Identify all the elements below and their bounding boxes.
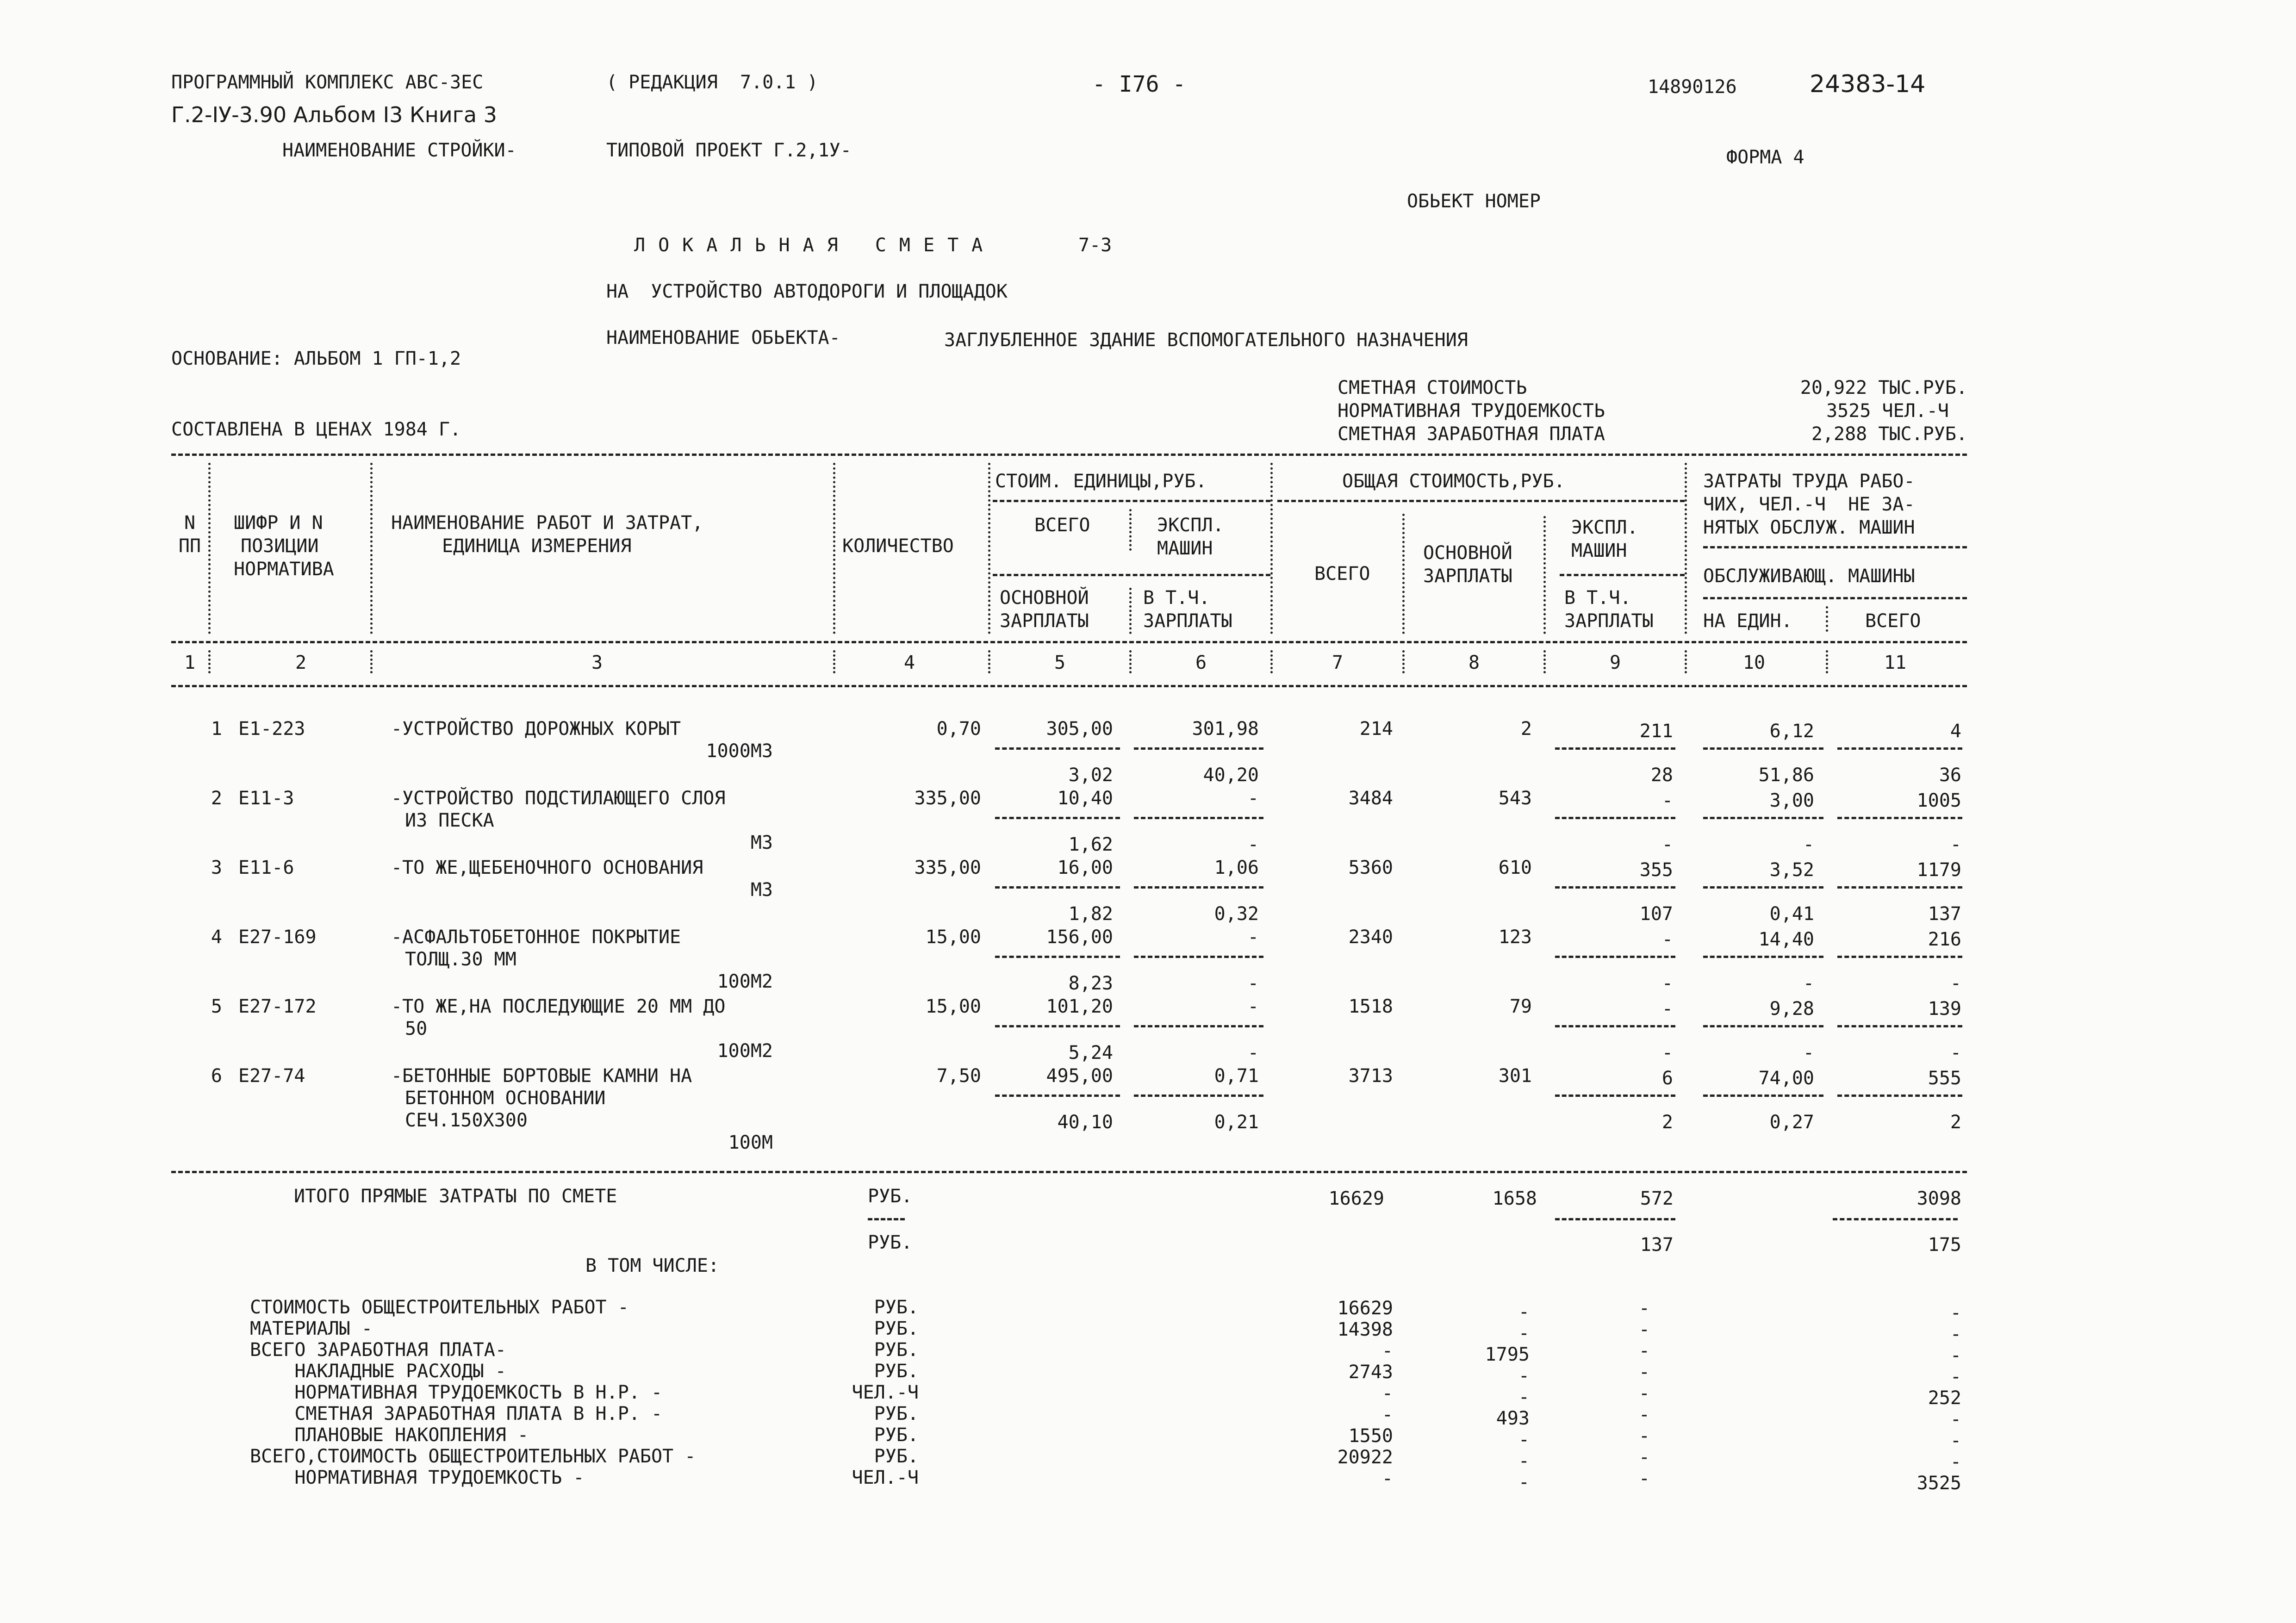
header-separator xyxy=(988,463,990,634)
row-code: Е11-3 xyxy=(238,788,294,809)
row-c6: - xyxy=(1247,996,1259,1017)
number-separator xyxy=(1685,650,1687,673)
row-name: -БЕТОННЫЕ БОРТОВЫЕ КАМНИ НА xyxy=(391,1065,692,1087)
row-c8: 301 xyxy=(1498,1065,1532,1087)
row-rule xyxy=(1703,1094,1823,1097)
column-number: 5 xyxy=(1054,652,1066,673)
object-number: ОБЬЕКТ НОМЕР xyxy=(1407,191,1541,212)
breakdown-label: ВСЕГО ЗАРАБОТНАЯ ПЛАТА- xyxy=(250,1339,506,1361)
row-c11: 1179 xyxy=(1916,859,1961,881)
header-separator xyxy=(370,463,373,634)
col-total-wage-2: ЗАРПЛАТЫ xyxy=(1423,566,1512,587)
row-c6b: - xyxy=(1247,973,1259,994)
row-c9: - xyxy=(1661,998,1673,1020)
rule xyxy=(868,1218,905,1220)
breakdown-c8: 1795 xyxy=(1485,1344,1530,1365)
row-c6b: 0,21 xyxy=(1214,1112,1259,1133)
col-total-mach-2: МАШИН xyxy=(1571,540,1627,561)
number-separator xyxy=(208,650,211,673)
row-rule xyxy=(995,956,1120,958)
breakdown-c11: - xyxy=(1950,1366,1961,1387)
header-separator xyxy=(1129,509,1132,551)
col-total-mach-1: ЭКСПЛ. xyxy=(1571,517,1638,538)
header-separator xyxy=(1685,463,1687,634)
row-name: БЕТОННОМ ОСНОВАНИИ xyxy=(405,1088,606,1109)
row-quantity: 7,50 xyxy=(936,1065,981,1087)
breakdown-c9: - xyxy=(1638,1425,1650,1447)
col-code-line3: НОРМАТИВА xyxy=(234,559,334,580)
row-code: Е27-74 xyxy=(238,1065,305,1087)
totals-including: В ТОМ ЧИСЛЕ: xyxy=(585,1255,719,1276)
row-rule xyxy=(1703,1025,1823,1027)
breakdown-c11: - xyxy=(1950,1302,1961,1324)
breakdown-c9: - xyxy=(1638,1340,1650,1362)
row-c6: 1,06 xyxy=(1214,857,1259,878)
row-code: Е11-6 xyxy=(238,857,294,878)
breakdown-unit: РУБ. xyxy=(874,1318,919,1339)
breakdown-c9: - xyxy=(1638,1447,1650,1468)
row-quantity: 335,00 xyxy=(914,788,981,809)
breakdown-c9: - xyxy=(1638,1468,1650,1489)
breakdown-label: МАТЕРИАЛЫ - xyxy=(250,1318,373,1339)
totals-c8: 1658 xyxy=(1492,1188,1537,1209)
rule xyxy=(1833,1218,1958,1220)
row-code: Е1-223 xyxy=(238,718,305,740)
breakdown-c9: - xyxy=(1638,1298,1650,1319)
row-c5b: 8,23 xyxy=(1068,973,1113,994)
breakdown-c11: - xyxy=(1950,1451,1961,1473)
col-unit-wage-1: ОСНОВНОЙ xyxy=(1000,587,1089,609)
row-quantity: 15,00 xyxy=(925,996,981,1017)
album-reference: Г.2-IУ-3.90 Альбом I3 Книга 3 xyxy=(171,102,497,127)
breakdown-unit: ЧЕЛ.-Ч xyxy=(852,1467,919,1488)
totals-c9: 572 xyxy=(1640,1188,1674,1209)
col-total-wage-1: ОСНОВНОЙ xyxy=(1423,542,1512,564)
col-n-line2: ПП xyxy=(178,535,201,557)
row-c5b: 1,82 xyxy=(1068,903,1113,925)
col-labor-3: НЯТЫХ ОБСЛУЖ. МАШИН xyxy=(1703,517,1915,538)
row-c10: 6,12 xyxy=(1769,721,1814,742)
row-rule xyxy=(1837,956,1962,958)
rule xyxy=(993,500,1270,502)
program-name: ПРОГРАММНЫЙ КОМПЛЕКС АВС-3ЕС xyxy=(171,72,484,93)
row-c11: 4 xyxy=(1950,721,1961,742)
breakdown-c8: - xyxy=(1518,1323,1530,1344)
row-rule xyxy=(1703,886,1823,889)
row-rule xyxy=(1703,747,1823,750)
totals-c9b: 137 xyxy=(1640,1234,1674,1256)
breakdown-unit: РУБ. xyxy=(874,1297,919,1318)
number-separator xyxy=(1402,650,1405,673)
row-rule xyxy=(1837,1025,1962,1027)
column-number: 9 xyxy=(1609,652,1621,673)
breakdown-c9: - xyxy=(1638,1362,1650,1383)
row-c6b: 40,20 xyxy=(1203,765,1259,786)
construction-label: НАИМЕНОВАНИЕ СТРОЙКИ- xyxy=(282,140,516,161)
row-c7: 1518 xyxy=(1348,996,1393,1017)
breakdown-unit: РУБ. xyxy=(874,1403,919,1424)
row-rule xyxy=(1134,817,1263,819)
breakdown-label: НОРМАТИВНАЯ ТРУДОЕМКОСТЬ В Н.Р. - xyxy=(250,1382,663,1403)
row-c10: 9,28 xyxy=(1769,998,1814,1020)
header-separator xyxy=(1270,463,1273,634)
breakdown-c9: - xyxy=(1638,1319,1650,1340)
row-quantity: 15,00 xyxy=(925,927,981,948)
column-number: 6 xyxy=(1195,652,1207,673)
breakdown-label: ВСЕГО,СТОИМОСТЬ ОБЩЕСТРОИТЕЛЬНЫХ РАБОТ - xyxy=(250,1446,696,1467)
row-number: 2 xyxy=(211,788,222,809)
row-c11b: - xyxy=(1950,973,1961,994)
rule xyxy=(1555,1218,1675,1220)
col-total-incl-1: В Т.Ч. xyxy=(1564,587,1631,609)
breakdown-c8: - xyxy=(1518,1301,1530,1323)
breakdown-label: ПЛАНОВЫЕ НАКОПЛЕНИЯ - xyxy=(250,1424,529,1446)
row-name: СЕЧ.150Х300 xyxy=(405,1110,528,1131)
breakdown-c11: - xyxy=(1950,1345,1961,1366)
row-name: -УСТРОЙСТВО ПОДСТИЛАЮЩЕГО СЛОЯ xyxy=(391,788,726,809)
row-c6: 301,98 xyxy=(1192,718,1259,740)
row-c10b: - xyxy=(1803,1042,1814,1063)
breakdown-label: НАКЛАДНЫЕ РАСХОДЫ - xyxy=(250,1361,506,1382)
number-separator xyxy=(1826,650,1828,673)
column-number: 1 xyxy=(184,652,196,673)
row-c6b: - xyxy=(1247,834,1259,855)
breakdown-unit: РУБ. xyxy=(874,1339,919,1361)
row-rule xyxy=(1703,817,1823,819)
document-subtitle: НА УСТРОЙСТВО АВТОДОРОГИ И ПЛОЩАДОК xyxy=(606,281,1008,302)
row-c10: 74,00 xyxy=(1758,1068,1814,1089)
breakdown-label: СТОИМОСТЬ ОБЩЕСТРОИТЕЛЬНЫХ РАБОТ - xyxy=(250,1297,629,1318)
row-c7: 5360 xyxy=(1348,857,1393,878)
row-c11b: - xyxy=(1950,1042,1961,1063)
col-unit-mach-2: МАШИН xyxy=(1157,538,1213,559)
row-c6b: - xyxy=(1247,1042,1259,1063)
col-n-line1: N xyxy=(184,512,196,534)
row-c11b: 2 xyxy=(1950,1112,1961,1133)
row-rule xyxy=(1837,817,1962,819)
row-c11: 555 xyxy=(1928,1068,1961,1089)
breakdown-unit: РУБ. xyxy=(874,1446,919,1467)
col-total-all: ВСЕГО xyxy=(1314,563,1370,585)
col-total-cost: ОБЩАЯ СТОИМОСТЬ,РУБ. xyxy=(1342,471,1565,492)
row-c8: 79 xyxy=(1509,996,1532,1017)
breakdown-c11: - xyxy=(1950,1324,1961,1345)
summary-label-cost: СМЕТНАЯ СТОИМОСТЬ xyxy=(1338,377,1527,398)
breakdown-c9: - xyxy=(1638,1383,1650,1404)
row-number: 6 xyxy=(211,1065,222,1087)
col-unit-cost: СТОИМ. ЕДИНИЦЫ,РУБ. xyxy=(995,471,1207,492)
row-c8: 123 xyxy=(1498,927,1532,948)
row-rule xyxy=(1134,747,1263,750)
col-labor-1: ЗАТРАТЫ ТРУДА РАБО- xyxy=(1703,471,1915,492)
row-c9b: - xyxy=(1661,1042,1673,1063)
rule xyxy=(993,574,1270,576)
breakdown-c8: - xyxy=(1518,1429,1530,1450)
row-c9: 6 xyxy=(1661,1068,1673,1089)
row-unit: 100М xyxy=(728,1132,773,1153)
col-labor-2: ЧИХ, ЧЕЛ.-Ч НЕ ЗА- xyxy=(1703,494,1915,515)
row-c10: 3,52 xyxy=(1769,859,1814,881)
row-c6: 0,71 xyxy=(1214,1065,1259,1087)
column-number: 7 xyxy=(1332,652,1344,673)
col-name-line2: ЕДИНИЦА ИЗМЕРЕНИЯ xyxy=(442,535,632,557)
summary-value-cost: 20,922 ТЫС.РУБ. xyxy=(1800,377,1967,398)
row-rule xyxy=(1555,817,1675,819)
totals-unit: РУБ. xyxy=(868,1186,913,1207)
breakdown-c11: 252 xyxy=(1928,1387,1961,1409)
column-number: 10 xyxy=(1742,652,1766,673)
header-separator xyxy=(833,463,835,634)
row-rule xyxy=(1837,886,1962,889)
row-c11: 216 xyxy=(1928,929,1961,950)
col-labor-service: ОБСЛУЖИВАЮЩ. МАШИНЫ xyxy=(1703,566,1915,587)
row-unit: 1000М3 xyxy=(706,740,773,762)
row-c10: 3,00 xyxy=(1769,790,1814,811)
column-number: 4 xyxy=(903,652,915,673)
row-c5b: 40,10 xyxy=(1057,1112,1113,1133)
breakdown-c7: - xyxy=(1381,1383,1393,1404)
col-unit-incl-2: ЗАРПЛАТЫ xyxy=(1143,610,1232,632)
row-c7: 2340 xyxy=(1348,927,1393,948)
row-c10b: - xyxy=(1803,834,1814,855)
col-code-line1: ШИФР И N xyxy=(234,512,323,534)
header-bottom-rule xyxy=(171,641,1967,643)
row-c5: 101,20 xyxy=(1046,996,1113,1017)
row-c7: 214 xyxy=(1359,718,1393,740)
col-qty: КОЛИЧЕСТВО xyxy=(842,535,954,557)
totals-c7: 16629 xyxy=(1328,1188,1384,1209)
rule xyxy=(1277,500,1685,502)
row-rule xyxy=(1555,956,1675,958)
rule xyxy=(1703,597,1967,599)
row-rule xyxy=(1555,1094,1675,1097)
row-c9b: 107 xyxy=(1639,903,1673,925)
breakdown-c11: - xyxy=(1950,1430,1961,1451)
row-c10b: 0,27 xyxy=(1769,1112,1814,1133)
totals-unit-2: РУБ. xyxy=(868,1232,913,1253)
row-rule xyxy=(1555,886,1675,889)
row-c11: 1005 xyxy=(1916,790,1961,811)
breakdown-unit: ЧЕЛ.-Ч xyxy=(852,1382,919,1403)
row-c5b: 3,02 xyxy=(1068,765,1113,786)
col-unit-mach-1: ЭКСПЛ. xyxy=(1157,515,1224,536)
number-separator xyxy=(1129,650,1132,673)
breakdown-c7: 20922 xyxy=(1337,1447,1393,1468)
row-unit: М3 xyxy=(750,879,773,901)
row-c10b: 51,86 xyxy=(1758,765,1814,786)
row-c9: - xyxy=(1661,929,1673,950)
row-c9b: 28 xyxy=(1650,765,1673,786)
header-separator xyxy=(1129,588,1132,634)
row-c7: 3713 xyxy=(1348,1065,1393,1087)
breakdown-c7: 16629 xyxy=(1337,1298,1393,1319)
breakdown-unit: РУБ. xyxy=(874,1424,919,1446)
col-labor-total: ВСЕГО xyxy=(1865,610,1921,632)
row-quantity: 0,70 xyxy=(936,718,981,740)
row-c9b: 2 xyxy=(1661,1112,1673,1133)
breakdown-label: СМЕТНАЯ ЗАРАБОТНАЯ ПЛАТА В Н.Р. - xyxy=(250,1403,663,1424)
row-rule xyxy=(1703,956,1823,958)
document-number: 24383-14 xyxy=(1810,70,1926,98)
rule xyxy=(1560,574,1685,576)
row-code: Е27-169 xyxy=(238,927,317,948)
row-number: 3 xyxy=(211,857,222,878)
row-rule xyxy=(1134,1025,1263,1027)
row-c5b: 1,62 xyxy=(1068,834,1113,855)
breakdown-c9: - xyxy=(1638,1404,1650,1425)
row-number: 1 xyxy=(211,718,222,740)
form-number: ФОРМА 4 xyxy=(1726,147,1804,168)
row-c8: 610 xyxy=(1498,857,1532,878)
row-c7: 3484 xyxy=(1348,788,1393,809)
row-c5: 10,40 xyxy=(1057,788,1113,809)
row-c11b: 137 xyxy=(1928,903,1961,925)
col-unit-incl-1: В Т.Ч. xyxy=(1143,587,1210,609)
row-rule xyxy=(1837,747,1962,750)
row-c10b: - xyxy=(1803,973,1814,994)
breakdown-unit: РУБ. xyxy=(874,1361,919,1382)
breakdown-c8: - xyxy=(1518,1450,1530,1472)
breakdown-c8: - xyxy=(1518,1387,1530,1408)
column-number: 8 xyxy=(1468,652,1480,673)
row-name: 50 xyxy=(405,1018,428,1039)
row-c11: 139 xyxy=(1928,998,1961,1020)
summary-value-wage: 2,288 ТЫС.РУБ. xyxy=(1811,423,1967,445)
breakdown-c7: - xyxy=(1381,1468,1393,1489)
row-c10b: 0,41 xyxy=(1769,903,1814,925)
price-basis: СОСТАВЛЕНА В ЦЕНАХ 1984 Г. xyxy=(171,419,461,440)
row-rule xyxy=(995,1025,1120,1027)
row-rule xyxy=(1134,956,1263,958)
breakdown-c7: 14398 xyxy=(1337,1319,1393,1340)
number-separator xyxy=(1270,650,1273,673)
row-c6: - xyxy=(1247,788,1259,809)
number-separator xyxy=(833,650,835,673)
number-separator xyxy=(370,650,373,673)
page-number: - I76 - xyxy=(1092,71,1186,97)
basis: ОСНОВАНИЕ: АЛЬБОМ 1 ГП-1,2 xyxy=(171,348,461,369)
row-name: -ТО ЖЕ,НА ПОСЛЕДУЮЩИЕ 20 ММ ДО xyxy=(391,996,726,1017)
row-c6b: 0,32 xyxy=(1214,903,1259,925)
object-value: ЗАГЛУБЛЕННОЕ ЗДАНИЕ ВСПОМОГАТЕЛЬНОГО НАЗНАЧЕНИЯ xyxy=(944,330,1468,351)
object-label: НАИМЕНОВАНИЕ ОБЬЕКТА- xyxy=(606,327,840,348)
row-unit: М3 xyxy=(750,832,773,853)
summary-label-wage: СМЕТНАЯ ЗАРАБОТНАЯ ПЛАТА xyxy=(1338,423,1605,445)
summary-value-labor: 3525 ЧЕЛ.-Ч xyxy=(1826,400,1949,422)
document-title-number: 7-3 xyxy=(1078,235,1112,256)
breakdown-c8: - xyxy=(1518,1472,1530,1493)
breakdown-c7: 1550 xyxy=(1348,1425,1393,1447)
number-separator xyxy=(1543,650,1546,673)
row-c11b: - xyxy=(1950,834,1961,855)
row-unit: 100М2 xyxy=(717,1040,773,1062)
row-rule xyxy=(1555,747,1675,750)
col-unit-total: ВСЕГО xyxy=(1034,515,1090,536)
row-name: ИЗ ПЕСКА xyxy=(405,810,494,831)
edition: ( РЕДАКЦИЯ 7.0.1 ) xyxy=(606,72,818,93)
row-code: Е27-172 xyxy=(238,996,317,1017)
row-c6: - xyxy=(1247,927,1259,948)
totals-c11: 3098 xyxy=(1916,1188,1961,1209)
row-name: ТОЛЩ.30 ММ xyxy=(405,949,516,970)
row-rule xyxy=(1134,1094,1263,1097)
row-c8: 543 xyxy=(1498,788,1532,809)
row-number: 5 xyxy=(211,996,222,1017)
rows-bottom-rule xyxy=(171,1171,1967,1173)
row-c9: - xyxy=(1661,790,1673,811)
numbers-bottom-rule xyxy=(171,685,1967,687)
header-separator xyxy=(1826,606,1828,632)
construction-value: ТИПОВОЙ ПРОЕКТ Г.2,1У- xyxy=(606,140,852,161)
breakdown-c7: - xyxy=(1381,1404,1393,1425)
row-quantity: 335,00 xyxy=(914,857,981,878)
breakdown-c7: 2743 xyxy=(1348,1362,1393,1383)
row-name: -ТО ЖЕ,ЩЕБЕНОЧНОГО ОСНОВАНИЯ xyxy=(391,857,703,878)
header-separator xyxy=(208,463,211,634)
row-name: -УСТРОЙСТВО ДОРОЖНЫХ КОРЫТ xyxy=(391,718,681,740)
col-unit-wage-2: ЗАРПЛАТЫ xyxy=(1000,610,1089,632)
table-top-rule xyxy=(171,454,1967,456)
row-number: 4 xyxy=(211,927,222,948)
row-c5: 495,00 xyxy=(1046,1065,1113,1087)
breakdown-c11: 3525 xyxy=(1916,1473,1961,1494)
row-c5: 156,00 xyxy=(1046,927,1113,948)
column-number: 11 xyxy=(1884,652,1907,673)
row-c8: 2 xyxy=(1520,718,1532,740)
breakdown-c7: - xyxy=(1381,1340,1393,1362)
row-c9b: - xyxy=(1661,973,1673,994)
header-separator xyxy=(1543,516,1546,634)
col-name-line1: НАИМЕНОВАНИЕ РАБОТ И ЗАТРАТ, xyxy=(391,512,703,534)
row-c5: 16,00 xyxy=(1057,857,1113,878)
row-c11b: 36 xyxy=(1939,765,1961,786)
col-code-line2: ПОЗИЦИИ xyxy=(241,535,319,557)
row-name: -АСФАЛЬТОБЕТОННОЕ ПОКРЫТИЕ xyxy=(391,927,681,948)
col-labor-unit: НА ЕДИН. xyxy=(1703,610,1792,632)
number-separator xyxy=(988,650,990,673)
row-rule xyxy=(1134,886,1263,889)
breakdown-c8: - xyxy=(1518,1365,1530,1387)
row-c10: 14,40 xyxy=(1758,929,1814,950)
row-rule xyxy=(995,817,1120,819)
row-c9: 355 xyxy=(1639,859,1673,881)
col-total-incl-2: ЗАРПЛАТЫ xyxy=(1564,610,1654,632)
row-unit: 100М2 xyxy=(717,971,773,992)
row-c9: 211 xyxy=(1639,721,1673,742)
rule xyxy=(1703,546,1967,548)
breakdown-c8: 493 xyxy=(1496,1408,1530,1429)
totals-label: ИТОГО ПРЯМЫЕ ЗАТРАТЫ ПО СМЕТЕ xyxy=(294,1186,617,1207)
row-rule xyxy=(995,747,1120,750)
breakdown-c11: - xyxy=(1950,1409,1961,1430)
breakdown-label: НОРМАТИВНАЯ ТРУДОЕМКОСТЬ - xyxy=(250,1467,585,1488)
row-c5: 305,00 xyxy=(1046,718,1113,740)
totals-c11b: 175 xyxy=(1928,1234,1961,1256)
row-rule xyxy=(995,886,1120,889)
row-c5b: 5,24 xyxy=(1068,1042,1113,1063)
document-title: ЛОКАЛЬНАЯ СМЕТА xyxy=(634,235,996,256)
summary-label-labor: НОРМАТИВНАЯ ТРУДОЕМКОСТЬ xyxy=(1338,400,1605,422)
column-number: 2 xyxy=(295,652,307,673)
row-c9b: - xyxy=(1661,834,1673,855)
column-number: 3 xyxy=(591,652,603,673)
code-number: 14890126 xyxy=(1648,76,1737,98)
header-separator xyxy=(1402,514,1405,634)
row-rule xyxy=(1555,1025,1675,1027)
row-rule xyxy=(995,1094,1120,1097)
row-rule xyxy=(1837,1094,1962,1097)
